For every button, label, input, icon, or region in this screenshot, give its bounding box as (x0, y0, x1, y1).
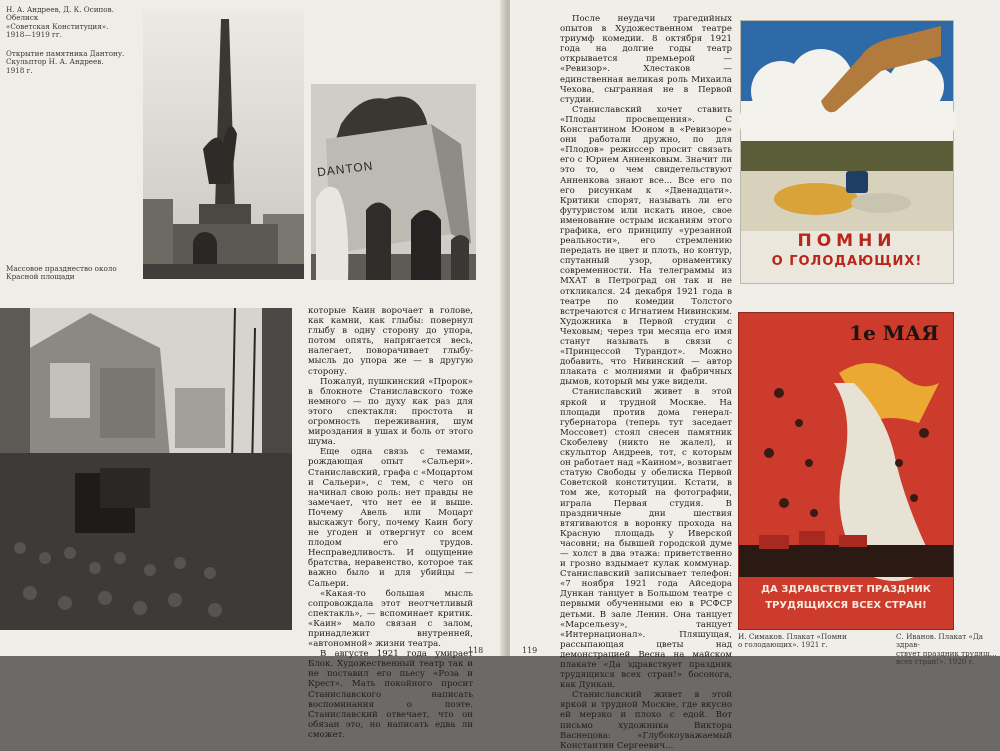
caption-line: 1918 г. (6, 65, 33, 75)
caption-monument (6, 50, 138, 75)
poster-may-day (738, 312, 954, 630)
caption-line: Массовое празднество около (6, 264, 117, 273)
caption-festival (6, 265, 138, 282)
caption-simakov (738, 633, 856, 650)
paragraph: В августе 1921 года умирает Блок. Художественный театр так и не поставил его пьесу «Роза и Крест». Мать покойного просит Станиславского написать воспоминания о поэте. Станиславский отвечает, что он обязан это, но написать едва ли сможет. (308, 649, 473, 740)
right-body-text (560, 14, 732, 751)
caption-line: Открытие памятника Дантону. (6, 49, 125, 58)
poster-remember-hungry (740, 20, 954, 284)
paragraph: которые Каин ворочает в голове, как камни, как глыбы: повернул глыбу в одну сторону до упора, потом опять, напрягается весь, налегает, поворачивает глыбу-мысль до упора же — в другую сторону. (308, 306, 473, 377)
paragraph: Пожалуй, пушкинский «Пророк» в блокноте Станиславского тоже немного — по духу как раз для этого спектакля: простота и огромность переживания, шум мироздания в ушах и боль от этого шума. (308, 376, 473, 448)
caption-line: ствует праздник трудящ… (896, 648, 997, 658)
paragraph: Станиславский живет в этой яркой и трудной Москве, где вкусно ей мерзко и плохо с едой. Вот письмо художника Виктора Васнецова: «Глубокоуважаемый Константин Сергеевич... (560, 690, 732, 751)
caption-line: всех стран!». 1920 г. (896, 657, 975, 667)
paragraph: Еще одна связь с темами, рождающая опыт «Сальери». Станиславский, графа с «Моцартом и Сальери», с тем, с чего он начинал свою роль: нет правды не замечает, что нет ее и выше. Почему Авель или Моцарт выскажут богу, почему Каин богу не угоден и отвергнут со всем плодом его трудов. Несправедливость. И ощущение братства, неравенство, которое так важно было и для убийцы — Сальери. (308, 447, 473, 589)
caption-obelisk (6, 6, 138, 40)
caption-line: Красной площади (6, 272, 75, 282)
poster-may-line1: ДА ЗДРАВСТВУЕТ ПРАЗДНИК (761, 584, 931, 595)
right-page (510, 0, 1000, 751)
poster-top-line1: ПОМНИ (797, 231, 897, 251)
paragraph: Станиславский хочет ставить «Плоды просвещения». С Константином Юоном в «Ревизоре» они работали дружно, по для «Плодов» режиссер просит связать его с Юрием Анненковым. Значит ли это то, о чем свидетельствуют Анненкова знают все... Все его по его рисункам к «Двенадцати». Критики спорят, называть ли его футуристом или искать иное, свое именование острым исканиям этого графика, его принципу «урезанной реальности», его стремлению передать не цвет и плоть, но контур, спутанный узор, орнаментику современности. На телеграммы из МХАТ в Петроград он так и не откликался. 24 декабря 1921 года в театре по комедии Толстого встречаются с Игнатием Нивинским. Художника в Первой студии с Чеховым; через три месяца его имя станут называть в связи с «Принцессой Турандот». Можно добавить, что Нивинский — автор плаката с молниями и фабричных дымов, который мы уже видели. (560, 104, 732, 388)
poster-top-line2: О ГОЛОДАЮЩИХ! (771, 254, 923, 269)
poster-may-line2: ТРУДЯЩИХСЯ ВСЕХ СТРАН! (765, 600, 927, 611)
danton-inscription: DANTON (316, 158, 375, 180)
caption-line: Н. А. Андреев, Д. К. Осипов. (6, 5, 114, 14)
paragraph: «Какая-то большая мысль сопровождала этот неотчетливый спектакль», — вспоминает критик. «Каин» мало связан с залом, принадлежит внутренней, «автономной» жизни театра. (308, 588, 473, 650)
paragraph: После неудачи трагедийных опытов в Художественном театре триумф комедии. 8 октября 1921 года на долгие годы театр открывается премьерой — «Ревизор». Хлестаков — единственная великая роль Михаила Чехова, сыгранная не в Первой студии. (560, 14, 732, 105)
paragraph: Станиславский живет в этой яркой и трудной Москве. На площади против дома генерал-губернатора (теперь тут заседает Моссовет) стоял снесен памятник Скобелеву (никто не жалел), и скульптор Андреев, тот, с которым он работает над «Каином», возвигает статую Свободы у обелиска Первой Советской конституции. Кстати, в том же, который на фотографии, играла Первая студия. В праздничные дни шествия втягиваются в воронку прохода на Красную площадь у Иверской часовни; на бывшей городской думе — холст в два этажа: приветственно и грозно вздымает кулак коммунар. Станиславский записывает телефон: «7 ноября 1921 года Айседора Дункан танцует в Большом театре с первыми обученными ею в РСФСР детьми. В зале Ленин. Она танцует «Марсельезу», танцует «Интернационал». Пляшущая, рассыпающая цветы над демонстрацией Весна на майском плакате «Да здравствует праздник трудящихся всех стран!» босонога, как Дункан. (560, 387, 732, 691)
left-body-text (308, 306, 473, 740)
page-number-left: 118 (468, 646, 484, 655)
caption-line: 1918—1919 гг. (6, 30, 62, 40)
poster-may-title: 1е МАЯ (849, 321, 939, 345)
page-number-right: 119 (522, 646, 538, 655)
caption-ivanov (896, 633, 1000, 667)
caption-line: Обелиск (6, 13, 39, 23)
danton-monument-photo (311, 84, 476, 280)
caption-line: Скульптор Н. А. Андреев. (6, 57, 104, 67)
caption-line: И. Симаков. Плакат «Помни (738, 632, 847, 641)
caption-line: «Советская Конституция». (6, 21, 109, 31)
festival-crowd-photo (0, 308, 292, 630)
obelisk-photo (143, 9, 304, 279)
caption-line: о голодающих». 1921 г. (738, 640, 828, 650)
caption-line: С. Иванов. Плакат «Да здрав- (896, 632, 984, 650)
left-page (0, 0, 506, 740)
